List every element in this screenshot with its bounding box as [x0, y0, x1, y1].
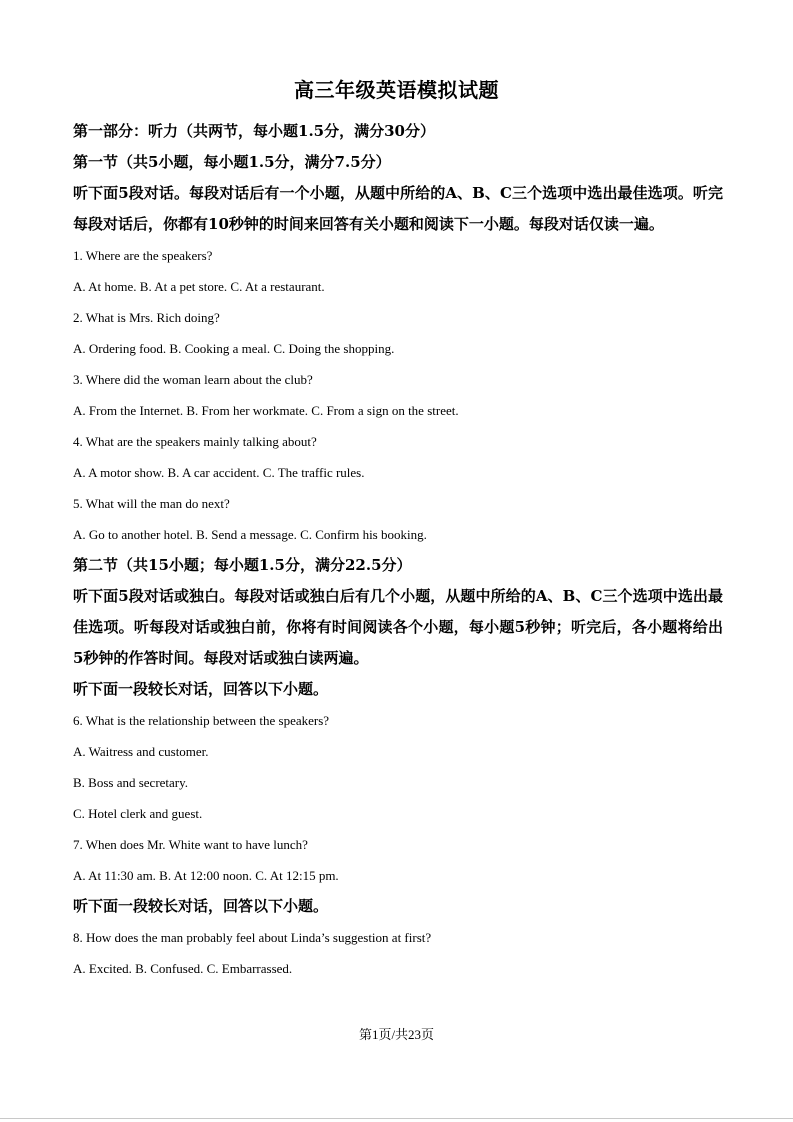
section-heading: 第一节（共5小题，每小题1.5分，满分7.5分） [73, 153, 391, 171]
question-line: 7. When does Mr. White want to have lunch? [73, 837, 308, 852]
answer-options: A. Excited. B. Confused. C. Embarrassed. [73, 961, 293, 976]
document-body [73, 116, 723, 984]
group-label: 听下面一段较长对话，回答以下小题。 [73, 897, 329, 915]
section-instruction: 听下面5段对话。每段对话后有一个小题，从题中所给的A、B、C三个选项中选出最佳选项。听完每段对话后，你都有10秒钟的时间来回答有关小题和阅读下一小题。每段对话仅读一遍。 [73, 184, 723, 233]
answer-options: A. Ordering food. B. Cooking a meal. C. Doing the shopping. [73, 341, 395, 356]
question-line: 2. What is Mrs. Rich doing? [73, 310, 220, 325]
group-label: 听下面一段较长对话，回答以下小题。 [73, 680, 329, 698]
question-line: 3. Where did the woman learn about the club? [73, 372, 313, 387]
answer-options: A. From the Internet. B. From her workmate. C. From a sign on the street. [73, 403, 459, 418]
question-line: 6. What is the relationship between the speakers? [73, 713, 330, 728]
page-number: 第1页/共23页 [358, 1027, 435, 1042]
question-line: 8. How does the man probably feel about Linda’s suggestion at first? [73, 930, 432, 945]
section-heading: 第二节（共15小题；每小题1.5分，满分22.5分） [73, 556, 412, 574]
answer-option: A. Waitress and customer. [73, 744, 209, 759]
page-title: 高三年级英语模拟试题 [294, 78, 499, 102]
question-line: 4. What are the speakers mainly talking about? [73, 434, 317, 449]
part-heading: 第一部分：听力（共两节，每小题1.5分，满分30分） [73, 122, 435, 140]
section-instruction: 听下面5段对话或独白。每段对话或独白后有几个小题，从题中所给的A、B、C三个选项中选出最佳选项。听每段对话或独白前，你将有时间阅读各个小题，每小题5秒钟；听完后，各小题将给出5秒钟的作答时间。每段对话或独白读两遍。 [73, 587, 723, 667]
answer-options: A. At home. B. At a pet store. C. At a restaurant. [73, 279, 325, 294]
answer-option: C. Hotel clerk and guest. [73, 806, 203, 821]
question-line: 1. Where are the speakers? [73, 248, 213, 263]
question-line: 5. What will the man do next? [73, 496, 230, 511]
answer-options: A. Go to another hotel. B. Send a message. C. Confirm his booking. [73, 527, 427, 542]
answer-options: A. At 11:30 am. B. At 12:00 noon. C. At 12:15 pm. [73, 868, 339, 883]
answer-options: A. A motor show. B. A car accident. C. The traffic rules. [73, 465, 365, 480]
answer-option: B. Boss and secretary. [73, 775, 189, 790]
page-divider [0, 1118, 793, 1119]
